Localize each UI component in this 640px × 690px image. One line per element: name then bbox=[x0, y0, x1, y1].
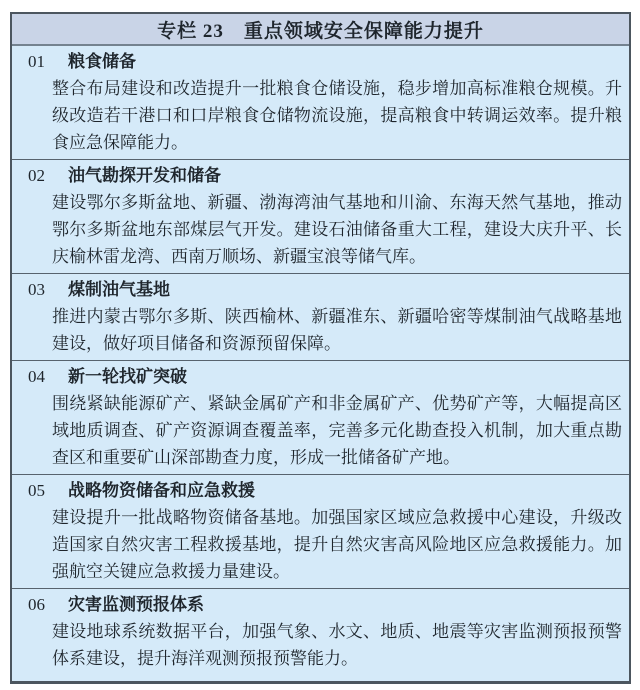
section-head bbox=[28, 48, 623, 75]
section-body-text: 建设地球系统数据平台，加强气象、水文、地质、地震等灾害监测预报预警体系建设，提升海洋观测预报预警能力。 bbox=[52, 622, 622, 668]
section-title: 粮食储备 bbox=[68, 52, 136, 71]
section-grain-reserves bbox=[12, 46, 629, 160]
section-body-text: 建设提升一批战略物资储备基地。加强国家区域应急救援中心建设，升级改造国家自然灾害工程救援基地，提升自然灾害高风险地区应急救援能力。加强航空关键应急救援力量建设。 bbox=[52, 508, 622, 581]
section-number: 06 bbox=[28, 595, 45, 614]
section-body-text: 建设鄂尔多斯盆地、新疆、渤海湾油气基地和川渝、东海天然气基地，推动鄂尔多斯盆地东部煤层气开发。建设石油储备重大工程，建设大庆升平、长庆榆林雷龙湾、西南万顺场、新疆宝浪等储气库。 bbox=[52, 193, 622, 266]
section-oil-gas-exploration bbox=[12, 160, 629, 274]
section-title: 灾害监测预报体系 bbox=[68, 595, 204, 614]
section-head bbox=[28, 162, 623, 189]
section-title: 油气勘探开发和储备 bbox=[68, 166, 221, 185]
section-title: 煤制油气基地 bbox=[68, 280, 170, 299]
section-head bbox=[28, 363, 623, 390]
section-coal-to-oil-gas-bases bbox=[12, 274, 629, 361]
section-number: 03 bbox=[28, 280, 45, 299]
section-title: 战略物资储备和应急救援 bbox=[68, 481, 255, 500]
column-23-panel bbox=[10, 12, 631, 684]
section-number: 01 bbox=[28, 52, 45, 71]
section-body-text: 整合布局建设和改造提升一批粮食仓储设施，稳步增加高标准粮仓规模。升级改造若干港口和口岸粮食仓储物流设施，提高粮食中转调运效率。提升粮食应急保障能力。 bbox=[52, 79, 622, 152]
section-head bbox=[28, 477, 623, 504]
section-head bbox=[28, 276, 623, 303]
section-mineral-prospecting bbox=[12, 361, 629, 475]
panel-header bbox=[12, 14, 629, 46]
section-number: 04 bbox=[28, 367, 45, 386]
section-number: 05 bbox=[28, 481, 45, 500]
section-number: 02 bbox=[28, 166, 45, 185]
section-body-text: 围绕紧缺能源矿产、紧缺金属矿产和非金属矿产、优势矿产等，大幅提高区域地质调查、矿产资源调查覆盖率，完善多元化勘查投入机制，加大重点勘查区和重要矿山深部勘查力度，形成一批储备矿产地。 bbox=[52, 394, 622, 467]
section-body-text: 推进内蒙古鄂尔多斯、陕西榆林、新疆准东、新疆哈密等煤制油气战略基地建设，做好项目储备和资源预留保障。 bbox=[52, 307, 622, 353]
section-disaster-monitoring bbox=[12, 589, 629, 675]
panel-title: 专栏 23 重点领域安全保障能力提升 bbox=[157, 20, 484, 42]
section-head bbox=[28, 591, 623, 618]
section-title: 新一轮找矿突破 bbox=[68, 367, 187, 386]
section-strategic-materials-rescue bbox=[12, 475, 629, 589]
